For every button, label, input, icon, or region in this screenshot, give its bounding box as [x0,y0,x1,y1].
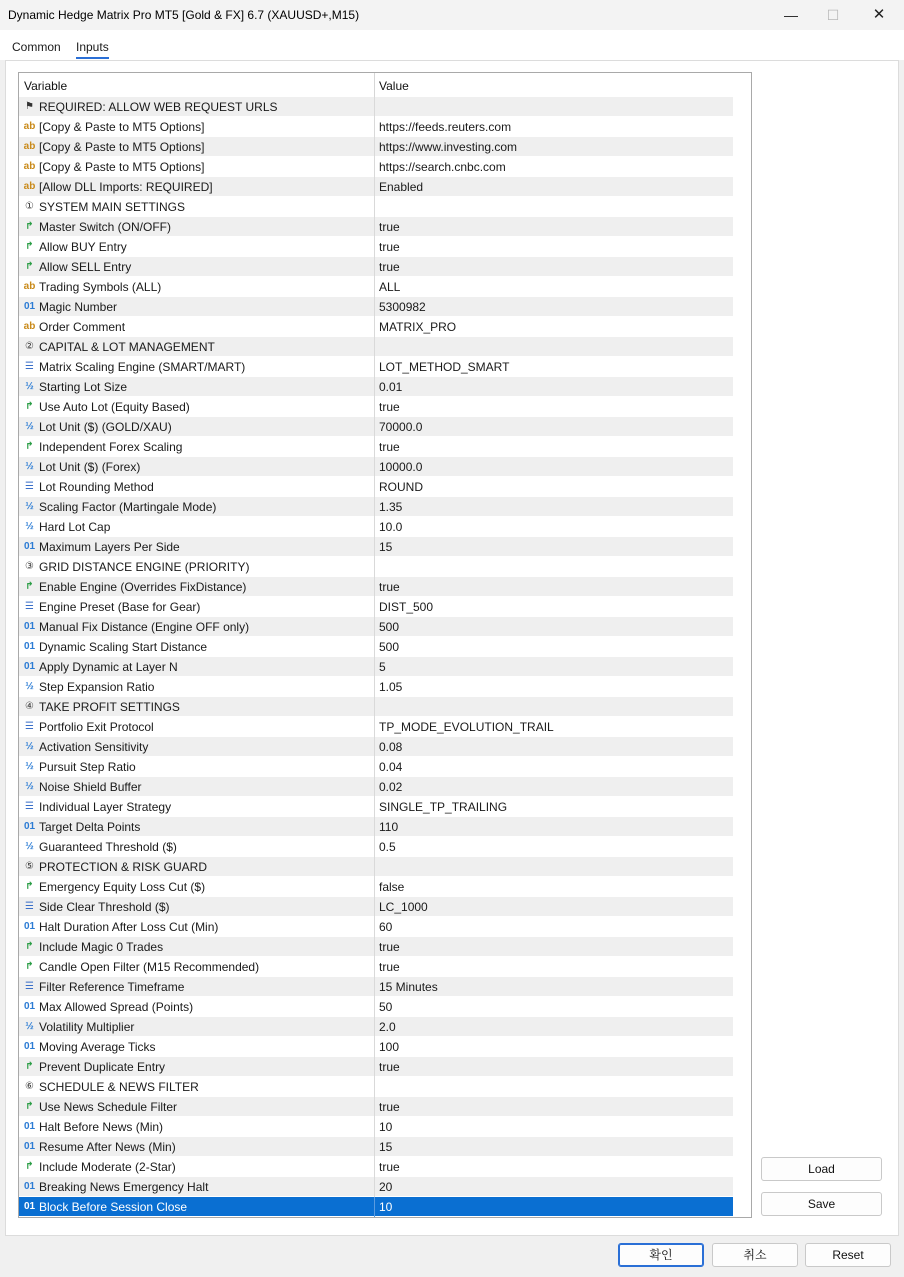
value-cell[interactable]: true [379,440,400,454]
int-type-icon: 01 [23,921,36,932]
enum-type-icon: ☰ [25,981,34,992]
table-row[interactable] [19,257,733,277]
int-type-icon: 01 [23,1201,36,1212]
table-row[interactable] [19,377,733,397]
circled-number-icon: ⑥ [25,1081,34,1092]
variable-cell: Lot Unit ($) (GOLD/XAU) [39,420,172,434]
variable-cell: Activation Sensitivity [39,740,149,754]
variable-cell: Allow BUY Entry [39,240,127,254]
column-header-variable[interactable]: Variable [24,79,68,93]
cell-divider [374,217,375,237]
value-cell[interactable]: 0.01 [379,380,403,394]
value-cell[interactable]: 15 [379,1140,393,1154]
value-cell[interactable]: 2.0 [379,1020,396,1034]
value-cell[interactable]: https://search.cnbc.com [379,160,506,174]
value-cell[interactable]: true [379,260,400,274]
variable-cell: Halt Before News (Min) [39,1120,164,1134]
minimize-icon[interactable]: — [784,7,798,23]
cell-divider [374,1037,375,1057]
cell-divider [374,1077,375,1097]
int-type-icon: 01 [23,1181,36,1192]
variable-cell: TAKE PROFIT SETTINGS [39,700,180,714]
variable-cell: Include Magic 0 Trades [39,940,164,954]
table-row[interactable] [19,337,733,357]
cell-divider [374,957,375,977]
value-cell[interactable]: LC_1000 [379,900,428,914]
table-row[interactable] [19,157,733,177]
cell-divider [374,1117,375,1137]
variable-cell: Hard Lot Cap [39,520,111,534]
cell-divider [374,317,375,337]
table-row[interactable] [19,757,733,777]
table-row[interactable] [19,477,733,497]
variable-cell: Starting Lot Size [39,380,128,394]
value-cell[interactable]: 500 [379,620,400,634]
cell-divider [374,97,375,117]
window-title: Dynamic Hedge Matrix Pro MT5 [Gold & FX] 6.7 (XAUUSD+,M15) [8,8,360,22]
string-type-icon: ab [23,141,36,152]
table-row[interactable] [19,197,733,217]
table-row[interactable] [19,277,733,297]
value-cell[interactable]: true [379,1160,400,1174]
title-bar [0,0,904,31]
bool-type-icon: ↱ [25,1101,34,1112]
table-row[interactable] [19,637,733,657]
variable-cell: Pursuit Step Ratio [39,760,136,774]
close-icon[interactable]: ✕ [872,6,886,23]
cell-divider [374,1177,375,1197]
cell-divider [374,697,375,717]
table-row[interactable] [19,737,733,757]
table-row[interactable] [19,1157,733,1177]
table-row[interactable] [19,397,733,417]
table-row[interactable] [19,1017,733,1037]
cell-divider [374,517,375,537]
int-type-icon: 01 [23,1121,36,1132]
value-cell[interactable]: 10.0 [379,520,403,534]
cell-divider [374,417,375,437]
int-type-icon: 01 [23,661,36,672]
cell-divider [374,777,375,797]
variable-cell: [Copy & Paste to MT5 Options] [39,160,205,174]
cell-divider [374,737,375,757]
enum-type-icon: ☰ [25,481,34,492]
cell-divider [374,537,375,557]
cell-divider [374,157,375,177]
table-row[interactable] [19,897,733,917]
table-row[interactable] [19,837,733,857]
variable-cell: Candle Open Filter (M15 Recommended) [39,960,260,974]
variable-cell: Enable Engine (Overrides FixDistance) [39,580,247,594]
table-row[interactable] [19,697,733,717]
table-row[interactable] [19,937,733,957]
bool-type-icon: ↱ [25,881,34,892]
value-cell[interactable]: TP_MODE_EVOLUTION_TRAIL [379,720,554,734]
cell-divider [374,557,375,577]
cell-divider [374,577,375,597]
int-type-icon: 01 [23,1141,36,1152]
double-type-icon: ½ [25,761,34,772]
variable-cell: Halt Duration After Loss Cut (Min) [39,920,219,934]
value-cell[interactable]: DIST_500 [379,600,434,614]
bool-type-icon: ↱ [25,961,34,972]
cell-divider [374,617,375,637]
variable-cell: Matrix Scaling Engine (SMART/MART) [39,360,246,374]
variable-cell: Maximum Layers Per Side [39,540,180,554]
table-row[interactable] [19,877,733,897]
cell-divider [374,337,375,357]
enum-type-icon: ☰ [25,901,34,912]
variable-cell: Magic Number [39,300,118,314]
variable-cell: Step Expansion Ratio [39,680,155,694]
variable-cell: Block Before Session Close [39,1200,188,1214]
column-header-value[interactable]: Value [379,79,409,93]
table-row[interactable] [19,97,733,117]
double-type-icon: ½ [25,381,34,392]
double-type-icon: ½ [25,1021,34,1032]
cell-divider [374,817,375,837]
cell-divider [374,397,375,417]
table-row[interactable] [19,1117,733,1137]
string-type-icon: ab [23,161,36,172]
variable-cell: Filter Reference Timeframe [39,980,185,994]
table-row[interactable] [19,357,733,377]
bool-type-icon: ↱ [25,1161,34,1172]
value-cell[interactable]: 70000.0 [379,420,423,434]
table-row[interactable] [19,297,733,317]
cell-divider [374,857,375,877]
enum-type-icon: ☰ [25,601,34,612]
value-cell[interactable]: true [379,580,400,594]
value-cell[interactable]: true [379,400,400,414]
variable-cell: PROTECTION & RISK GUARD [39,860,208,874]
value-cell[interactable]: ALL [379,280,401,294]
tab-bar [0,30,904,60]
variable-cell: Max Allowed Spread (Points) [39,1000,194,1014]
double-type-icon: ½ [25,421,34,432]
value-cell[interactable]: true [379,1100,400,1114]
cell-divider [374,637,375,657]
value-cell[interactable]: true [379,240,400,254]
value-cell[interactable]: LOT_METHOD_SMART [379,360,510,374]
cell-divider [374,177,375,197]
variable-cell: Resume After News (Min) [39,1140,176,1154]
variable-cell: Apply Dynamic at Layer N [39,660,178,674]
variable-cell: GRID DISTANCE ENGINE (PRIORITY) [39,560,250,574]
variable-cell: Engine Preset (Base for Gear) [39,600,201,614]
int-type-icon: 01 [23,621,36,632]
value-cell[interactable]: 20 [379,1180,393,1194]
value-cell[interactable]: false [379,880,405,894]
cell-divider [374,977,375,997]
variable-cell: Portfolio Exit Protocol [39,720,154,734]
table-row[interactable] [19,177,733,197]
tab-inputs[interactable]: Inputs [76,40,109,54]
tab-common[interactable]: Common [12,40,61,54]
variable-cell: SYSTEM MAIN SETTINGS [39,200,186,214]
table-row[interactable] [19,497,733,517]
cell-divider [374,1097,375,1117]
cell-divider [374,377,375,397]
value-cell[interactable]: https://feeds.reuters.com [379,120,512,134]
int-type-icon: 01 [23,641,36,652]
bool-type-icon: ↱ [25,221,34,232]
variable-cell: Emergency Equity Loss Cut ($) [39,880,206,894]
double-type-icon: ½ [25,841,34,852]
cell-divider [374,257,375,277]
variable-cell: Include Moderate (2-Star) [39,1160,176,1174]
value-cell[interactable]: 1.05 [379,680,403,694]
variable-cell: REQUIRED: ALLOW WEB REQUEST URLS [39,100,278,114]
table-row[interactable] [19,1177,733,1197]
table-row[interactable] [19,977,733,997]
table-row[interactable] [19,1137,733,1157]
string-type-icon: ab [23,121,36,132]
circled-number-icon: ⑤ [25,861,34,872]
table-row[interactable] [19,1097,733,1117]
table-row[interactable] [19,537,733,557]
double-type-icon: ½ [25,461,34,472]
table-row-selected[interactable] [19,1197,733,1217]
value-cell[interactable]: 0.08 [379,740,403,754]
double-type-icon: ½ [25,521,34,532]
int-type-icon: 01 [23,1001,36,1012]
circled-number-icon: ③ [25,561,34,572]
enum-type-icon: ☰ [25,361,34,372]
variable-cell: CAPITAL & LOT MANAGEMENT [39,340,215,354]
bool-type-icon: ↱ [25,261,34,272]
table-row[interactable] [19,777,733,797]
value-cell[interactable]: 0.5 [379,840,396,854]
table-row[interactable] [19,797,733,817]
double-type-icon: ½ [25,741,34,752]
table-row[interactable] [19,577,733,597]
variable-cell: [Copy & Paste to MT5 Options] [39,140,205,154]
value-cell[interactable]: 10000.0 [379,460,423,474]
table-row[interactable] [19,117,733,137]
cell-divider [374,897,375,917]
table-row[interactable] [19,1037,733,1057]
variable-cell: Target Delta Points [39,820,141,834]
value-cell[interactable]: 0.02 [379,780,403,794]
variable-cell: Lot Rounding Method [39,480,154,494]
table-row[interactable] [19,677,733,697]
cell-divider [374,997,375,1017]
variable-cell: Dynamic Scaling Start Distance [39,640,208,654]
cell-divider [374,597,375,617]
table-row[interactable] [19,597,733,617]
load-button[interactable]: Load [761,1157,882,1181]
table-row[interactable] [19,957,733,977]
string-type-icon: ab [23,281,36,292]
enum-type-icon: ☰ [25,801,34,812]
value-cell[interactable]: 10 [379,1200,393,1214]
int-type-icon: 01 [23,301,36,312]
variable-cell: Allow SELL Entry [39,260,132,274]
value-cell[interactable]: true [379,960,400,974]
table-row[interactable] [19,617,733,637]
variable-cell: Side Clear Threshold ($) [39,900,170,914]
reset-button[interactable]: Reset [805,1243,891,1267]
variable-cell: Volatility Multiplier [39,1020,135,1034]
value-cell[interactable]: SINGLE_TP_TRAILING [379,800,508,814]
cell-divider [374,297,375,317]
bool-type-icon: ↱ [25,941,34,952]
bool-type-icon: ↱ [25,581,34,592]
cell-divider [374,797,375,817]
string-type-icon: ab [23,181,36,192]
cell-divider [374,117,375,137]
table-row[interactable] [19,997,733,1017]
bool-type-icon: ↱ [25,241,34,252]
table-row[interactable] [19,217,733,237]
value-cell[interactable]: 15 Minutes [379,980,438,994]
cell-divider [374,717,375,737]
cell-divider [374,1157,375,1177]
table-row[interactable] [19,657,733,677]
table-row[interactable] [19,237,733,257]
variable-cell: Noise Shield Buffer [39,780,142,794]
cell-divider [374,1137,375,1157]
variable-cell: Use News Schedule Filter [39,1100,178,1114]
double-type-icon: ½ [25,501,34,512]
value-cell[interactable]: MATRIX_PRO [379,320,457,334]
cell-divider [374,917,375,937]
variable-cell: Order Comment [39,320,126,334]
value-cell[interactable]: true [379,220,400,234]
table-row[interactable] [19,517,733,537]
value-cell[interactable]: Enabled [379,180,424,194]
cell-divider [374,657,375,677]
variable-cell: Manual Fix Distance (Engine OFF only) [39,620,250,634]
flag-icon: ⚑ [25,101,34,112]
save-button[interactable]: Save [761,1192,882,1216]
variable-cell: Moving Average Ticks [39,1040,156,1054]
table-row[interactable] [19,917,733,937]
table-row[interactable] [19,557,733,577]
variable-cell: Guaranteed Threshold ($) [39,840,177,854]
cell-divider [374,437,375,457]
double-type-icon: ½ [25,781,34,792]
value-cell[interactable]: 100 [379,1040,400,1054]
enum-type-icon: ☰ [25,721,34,732]
variable-cell: Scaling Factor (Martingale Mode) [39,500,217,514]
value-cell[interactable]: 5300982 [379,300,426,314]
column-divider[interactable] [374,73,375,97]
grid-header [19,73,751,97]
value-cell[interactable]: true [379,940,400,954]
variable-cell: Independent Forex Scaling [39,440,183,454]
double-type-icon: ½ [25,681,34,692]
value-cell[interactable]: 1.35 [379,500,403,514]
variable-cell: [Copy & Paste to MT5 Options] [39,120,205,134]
value-cell[interactable]: 15 [379,540,393,554]
cell-divider [374,1197,375,1217]
variable-cell: Use Auto Lot (Equity Based) [39,400,190,414]
table-row[interactable] [19,857,733,877]
table-row[interactable] [19,717,733,737]
cell-divider [374,477,375,497]
bool-type-icon: ↱ [25,401,34,412]
cell-divider [374,277,375,297]
circled-number-icon: ① [25,201,34,212]
table-row[interactable] [19,457,733,477]
cell-divider [374,137,375,157]
table-row[interactable] [19,1057,733,1077]
variable-cell: SCHEDULE & NEWS FILTER [39,1080,199,1094]
cell-divider [374,197,375,217]
table-row[interactable] [19,1077,733,1097]
variable-cell: Individual Layer Strategy [39,800,172,814]
variable-cell: Breaking News Emergency Halt [39,1180,209,1194]
value-cell[interactable]: 110 [379,820,399,834]
cell-divider [374,457,375,477]
cell-divider [374,1057,375,1077]
variable-cell: Lot Unit ($) (Forex) [39,460,141,474]
ok-button[interactable]: 확인 [618,1243,704,1267]
variable-cell: Trading Symbols (ALL) [39,280,162,294]
cell-divider [374,237,375,257]
variable-cell: Prevent Duplicate Entry [39,1060,166,1074]
maximize-icon[interactable]: ☐ [826,7,840,23]
bool-type-icon: ↱ [25,441,34,452]
variable-cell: Master Switch (ON/OFF) [39,220,172,234]
table-row[interactable] [19,417,733,437]
value-cell[interactable]: 50 [379,1000,393,1014]
table-row[interactable] [19,317,733,337]
variable-cell: [Allow DLL Imports: REQUIRED] [39,180,213,194]
int-type-icon: 01 [23,1041,36,1052]
bool-type-icon: ↱ [25,1061,34,1072]
int-type-icon: 01 [23,821,36,832]
value-cell[interactable]: ROUND [379,480,423,494]
value-cell[interactable]: 500 [379,640,400,654]
table-row[interactable] [19,817,733,837]
cell-divider [374,757,375,777]
cell-divider [374,1017,375,1037]
value-cell[interactable]: 5 [379,660,386,674]
circled-number-icon: ④ [25,701,34,712]
cell-divider [374,497,375,517]
string-type-icon: ab [23,321,36,332]
int-type-icon: 01 [23,541,36,552]
circled-number-icon: ② [25,341,34,352]
cell-divider [374,677,375,697]
active-tab-indicator [76,57,109,59]
cell-divider [374,837,375,857]
cell-divider [374,357,375,377]
inputs-grid[interactable] [18,72,752,1218]
value-cell[interactable]: 60 [379,920,393,934]
cell-divider [374,937,375,957]
value-cell[interactable]: https://www.investing.com [379,140,518,154]
value-cell[interactable]: 0.04 [379,760,403,774]
value-cell[interactable]: true [379,1060,400,1074]
cancel-button[interactable]: 취소 [712,1243,798,1267]
table-row[interactable] [19,437,733,457]
cell-divider [374,877,375,897]
table-row[interactable] [19,137,733,157]
value-cell[interactable]: 10 [379,1120,393,1134]
